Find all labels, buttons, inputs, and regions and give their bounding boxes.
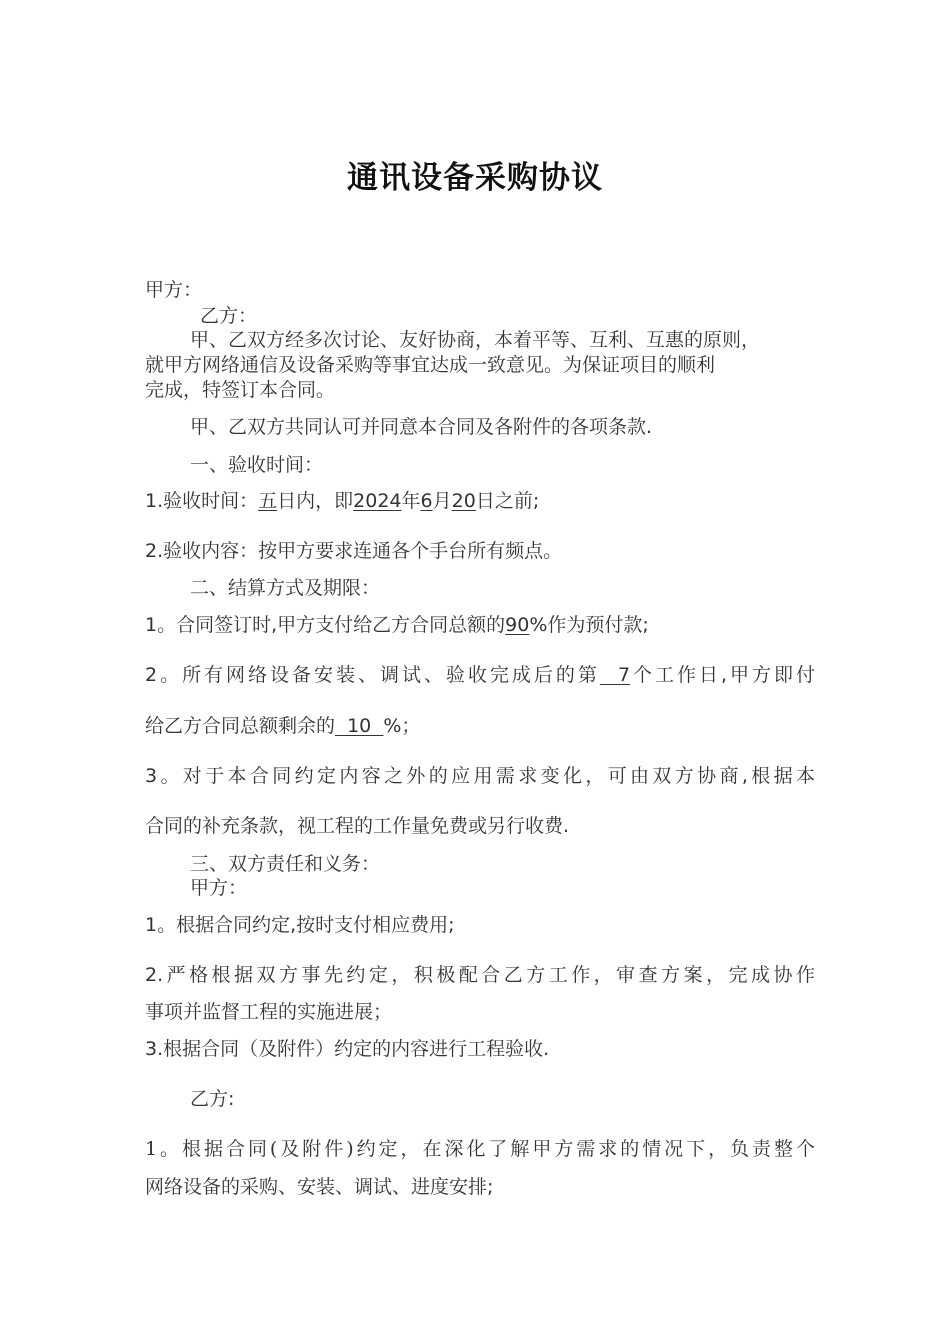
document-title: 通讯设备采购协议 [347, 160, 603, 196]
acceptance-content-item: 2.验收内容：按甲方要求连通各个手台所有频点。 [145, 540, 563, 562]
remaining-percent: 10 [335, 715, 384, 737]
party-a-label: 甲方： [145, 279, 203, 301]
acceptance-month-value: 6 [420, 490, 433, 512]
section-3-heading: 三、双方责任和义务： [190, 853, 381, 875]
acceptance-year-value: 2024 [353, 490, 402, 512]
agreement-statement: 甲、乙双方共同认可并同意本合同及各附件的各项条款. [190, 416, 653, 438]
party-b-label: 乙方： [200, 305, 258, 327]
acceptance-time-item: 1.验收时间：五日内，即2024年6月20日之前; [145, 490, 540, 512]
party-a-duty-2-line-1: 2.严格根据双方事先约定，积极配合乙方工作，审查方案，完成协作 [145, 964, 815, 986]
party-b-duty-1-line-2: 网络设备的采购、安装、调试、进度安排; [145, 1176, 494, 1198]
party-a-duty-2-line-2: 事项并监督工程的实施进展； [145, 1001, 393, 1023]
payment-workday-value: 7 [599, 664, 631, 686]
party-b-duty-1-line-1: 1。根据合同(及附件)约定，在深化了解甲方需求的情况下，负责整个 [145, 1138, 815, 1160]
section-2-heading: 二、结算方式及期限： [190, 577, 381, 599]
intro-line-2: 就甲方网络通信及设备采购等事宜达成一致意见。为保证项目的顺利 [145, 354, 716, 376]
settlement-item-3-line-2: 合同的补充条款，视工程的工作量免费或另行收费. [145, 815, 570, 837]
prepayment-percent: 90 [505, 614, 530, 636]
settlement-item-2-line-1: 2。所有网络设备安装、调试、验收完成后的第 7个工作日,甲方即付 [145, 664, 815, 686]
party-a-duties-label: 甲方： [190, 877, 248, 899]
party-a-duty-3: 3.根据合同（及附件）约定的内容进行工程验收. [145, 1038, 550, 1060]
intro-line-3: 完成，特签订本合同。 [145, 379, 336, 401]
section-1-heading: 一、验收时间： [190, 454, 324, 476]
settlement-item-1: 1。合同签订时,甲方支付给乙方合同总额的90%作为预付款; [145, 614, 649, 636]
acceptance-days-value: 五 [258, 490, 278, 512]
party-a-duty-1: 1。根据合同约定,按时支付相应费用; [145, 914, 455, 936]
settlement-item-2-line-2: 给乙方合同总额剩余的 10 %； [145, 715, 421, 737]
settlement-item-3-line-1: 3。对于本合同约定内容之外的应用需求变化，可由双方协商,根据本 [145, 765, 815, 787]
acceptance-day-value: 20 [451, 490, 476, 512]
intro-line-1: 甲、乙双方经多次讨论、友好协商，本着平等、互利、互惠的原则， [190, 329, 761, 351]
party-b-duties-label: 乙方: [190, 1088, 235, 1110]
